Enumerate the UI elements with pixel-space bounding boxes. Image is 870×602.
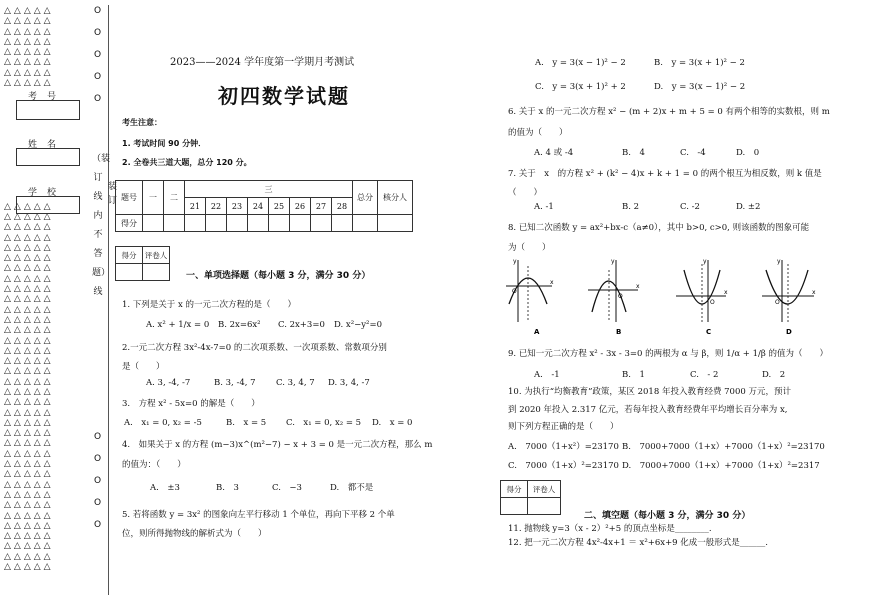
q6-option-a: A. 4 或 -4 [534,148,574,158]
question-10-line2: 到 2020 年投入 2.317 亿元，若每年投入教育经费年平均增长百分率为 x, [508,405,788,415]
q3-option-a: A. x₁ = 0, x₂ = -5 [124,418,202,428]
label-exam-id: 考号 [27,92,66,102]
binding-instruction: （装订线内不答题）线 [92,154,111,297]
score-header-1: 一 [143,181,164,215]
q7-option-a: A. -1 [534,202,554,212]
question-1: 1. 下列是关于 x 的一元二次方程的是（ ） [122,300,297,310]
svg-text:y: y [611,258,615,265]
q4-option-b: B. 3 [216,483,239,493]
grader-reviewer-label: 评卷人 [143,247,170,264]
exam-id-field[interactable] [16,100,80,120]
graph-b [588,258,640,336]
question-8-line2: 为（ ） [508,243,551,253]
q1-option-a: A. x² + 1/x = 0 [146,320,210,330]
graph-a [506,258,554,336]
section2-title: 二、填空题（每小题 3 分，满分 30 分） [584,511,751,521]
exam-subtitle: 2023——2024 学年度第一学期月考测试 [170,57,355,68]
question-2-line1: 2.一元二次方程 3x²-4x-7=0 的二次项系数、一次项系数、常数项分别 [122,343,387,353]
score-row-label: 得分 [116,215,143,232]
q9-option-c: C. - 2 [690,370,719,380]
score-header-total: 总分 [353,181,378,215]
grader-reviewer-label: 评卷人 [528,481,561,498]
q5-option-c: C. y = 3(x + 1)² + 2 [535,82,626,92]
question-2-line2: 是（ ） [122,362,165,372]
score-cell[interactable] [164,215,185,232]
score-cell[interactable] [353,215,378,232]
score-header-checker: 核分人 [378,181,413,215]
q5-option-d: D. y = 3(x − 1)² − 2 [654,82,746,92]
score-cell[interactable] [311,215,332,232]
graph-b-label: B [616,328,622,336]
q2-option-c: C. 3, 4, 7 [276,378,315,388]
q4-option-a: A. ±3 [150,483,180,493]
name-field[interactable] [16,148,80,166]
question-5-line1: 5. 若将函数 y = 3x² 的图象向左平行移动 1 个单位，再向下平移 2 个单 [122,510,395,520]
score-sub-21: 21 [185,198,206,215]
label-name: 姓名 [27,140,66,150]
q2-option-b: B. 3, -4, 7 [214,378,256,388]
margin-circles-bottom: O O O O O [94,432,102,530]
question-11: 11. 抛物线 y=3（x - 2）²+5 的顶点坐标是________. [508,524,712,534]
q10-option-d: D. 7000+7000（1+x）+7000（1+x）²=2317 [622,461,820,471]
svg-text:O: O [710,299,715,306]
margin-circles-top: O O O O O [94,6,102,104]
score-sub-24: 24 [248,198,269,215]
question-10-line3: 则下列方程正确的是（ ） [508,422,619,432]
question-8-line1: 8. 已知二次函数 y = ax²+bx-c（a≠0），其中 b>0, c>0, 则该函数的图象可能 [508,223,810,233]
svg-text:O: O [775,299,780,306]
binding-line [108,5,109,595]
graph-c-label: C [706,328,712,336]
score-sub-23: 23 [227,198,248,215]
graph-d [762,258,816,336]
q6-option-b: B. 4 [622,148,645,158]
svg-text:x: x [812,289,816,296]
notice-title: 考生注意： [122,118,162,127]
q3-option-d: D. x = 0 [372,418,413,428]
q1-option-b: B. 2x=6x² [218,320,261,330]
score-sub-28: 28 [332,198,353,215]
q5-option-a: A. y = 3(x − 1)² − 2 [535,58,626,68]
margin-triangle-pattern: △△△△△ △△△△△ △△△△△ △△△△△ △△△△△ △△△△△ △△△△△ △△△△△ △△△△△ △△△△△ △△△△△ △△△△△ △△△△△ △△△△△ △△△△△ △△△△△ △△△△△ △△△△△ △△△△△ △△△△△ △△△△△ △△△△△ △△△△△ △△△△△ △△△△△ △△△△△ △△△△△ △△△△△ △△△△△ △△△△△ △△△△△ △△△△△ △△△△△ △△△△△ △△△△△ △△△△△ △△△△△ △△△△△ △△△△△ △△△△△ △△△△△ △△△△△ △△△△△ △△△△△ [4,6,54,573]
q7-option-c: C. -2 [680,202,700,212]
question-9: 9. 已知一元二次方程 x² - 3x - 3=0 的两根为 α 与 β，则 1/α + 1/β 的值为（ ） [508,349,828,359]
grader-score-label: 得分 [501,481,528,498]
q9-option-d: D. 2 [762,370,786,380]
score-header-3: 三 [185,181,353,198]
svg-text:O: O [512,288,517,295]
question-4-line2: 的值为：（ ） [122,460,186,470]
q9-option-a: A. -1 [534,370,560,380]
score-header-2: 二 [164,181,185,215]
svg-text:y: y [777,258,781,265]
q1-option-d: D. x²−y²=0 [334,320,382,330]
score-cell[interactable] [185,215,206,232]
grader-box-2 [500,480,561,515]
svg-text:y: y [513,258,517,265]
grader-box-1 [115,246,170,281]
q3-option-b: B. x = 5 [226,418,267,428]
score-sub-26: 26 [290,198,311,215]
svg-text:x: x [550,279,554,286]
svg-text:x: x [724,289,728,296]
q6-option-d: D. 0 [736,148,760,158]
q6-option-c: C. -4 [680,148,706,158]
grader-score-label: 得分 [116,247,143,264]
score-sub-27: 27 [311,198,332,215]
binding-side-text: 装订 [108,182,118,206]
question-6-line1: 6. 关于 x 的一元二次方程 x² − (m + 2)x + m + 5 = 0 有两个相等的实数根，则 m [508,107,830,117]
score-cell[interactable] [143,215,164,232]
svg-text:O: O [618,293,623,300]
q10-option-a: A. 7000（1+x²）=23170 [508,442,619,452]
school-field[interactable] [16,196,80,214]
question-4-line1: 4. 如果关于 x 的方程 (m−3)x^(m²−7) − x + 3 = 0 是一元二次方程，那么 m [122,440,433,450]
score-cell[interactable] [248,215,269,232]
svg-text:y: y [703,258,707,265]
grader-reviewer-cell[interactable] [528,498,561,515]
graph-d-label: D [786,328,792,336]
score-sub-25: 25 [269,198,290,215]
score-cell[interactable] [290,215,311,232]
question-7-line2: （ ） [508,188,543,198]
question-3: 3. 方程 x² - 5x=0 的解是（ ） [122,399,260,409]
q2-option-d: D. 3, 4, -7 [328,378,370,388]
q3-option-c: C. x₁ = 0, x₂ = 5 [286,418,362,428]
notice-1: 1. 考试时间 90 分钟． [122,139,207,148]
exam-title: 初四数学试题 [218,84,350,108]
score-cell[interactable] [206,215,227,232]
section1-title: 一、单项选择题（每小题 3 分，满分 30 分） [186,271,371,281]
svg-text:x: x [636,283,640,290]
grader-reviewer-cell[interactable] [143,264,170,281]
q4-option-d: D. 都不是 [330,483,374,493]
question-10-line1: 10. 为执行“均衡教育”政策，某区 2018 年投入教育经费 7000 万元，预计 [508,387,791,397]
q5-option-b: B. y = 3(x + 1)² − 2 [654,58,745,68]
q10-option-c: C. 7000（1+x）²=23170 [508,461,619,471]
score-cell[interactable] [332,215,353,232]
question-6-line2: 的值为（ ） [508,128,568,138]
score-cell[interactable] [269,215,290,232]
grader-score-cell[interactable] [501,498,528,515]
q9-option-b: B. 1 [622,370,645,380]
grader-score-cell[interactable] [116,264,143,281]
score-header-qnum: 题号 [116,181,143,215]
q2-option-a: A. 3, -4, -7 [146,378,191,388]
q1-option-c: C. 2x+3=0 [278,320,325,330]
label-school: 学校 [27,188,66,198]
score-cell[interactable] [227,215,248,232]
graph-a-label: A [534,328,540,336]
q10-option-b: B. 7000+7000（1+x）+7000（1+x）²=23170 [622,442,825,452]
notice-2: 2. 全卷共三道大题，总分 120 分。 [122,158,252,167]
q4-option-c: C. −3 [272,483,302,493]
graph-c [676,258,728,336]
q8-graphs [500,256,820,338]
score-cell[interactable] [378,215,413,232]
question-12: 12. 把一元二次方程 4x²-4x+1 ＝ x²+6x+9 化成一般形式是______. [508,538,768,548]
score-table [115,180,413,232]
q7-option-d: D. ±2 [736,202,761,212]
score-sub-22: 22 [206,198,227,215]
question-5-line2: 位，则所得抛物线的解析式为（ ） [122,529,267,539]
question-7-line1: 7. 关于 x 的方程 x² + (k² − 4)x + k + 1 = 0 的两个根互为相反数，则 k 值是 [508,169,822,179]
q7-option-b: B. 2 [622,202,640,212]
